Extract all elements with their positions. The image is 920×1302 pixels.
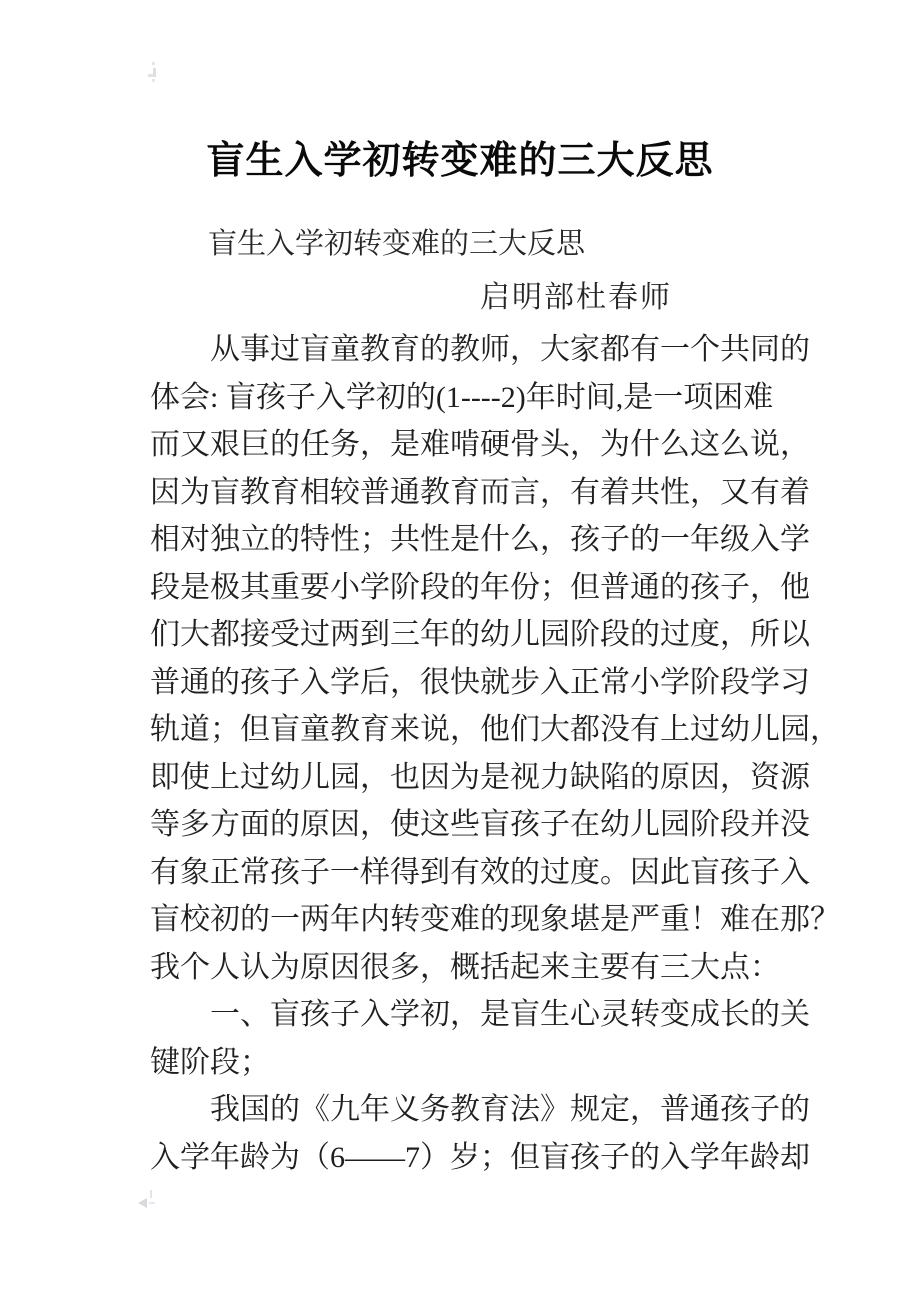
text-line: 入学年龄为（6——7）岁；但盲孩子的入学年龄却 (150, 1140, 810, 1174)
text-line: 我国的《九年义务教育法》规定，普通孩子的 (150, 1093, 810, 1126)
text-line: 键阶段； (150, 1045, 270, 1079)
smudge-bar (148, 74, 153, 77)
smudge-artifact-top (147, 62, 159, 82)
smudge-tick (150, 1190, 152, 1198)
text-line: 普通的孩子入学后，很快就步入正常小学阶段学习 (150, 665, 810, 699)
text-line: 等多方面的原因，使这些盲孩子在幼儿园阶段并没 (150, 808, 810, 841)
smudge-dot (152, 62, 155, 65)
document-subtitle: 盲生入学初转变难的三大反思 (150, 228, 586, 260)
text-line: 段是极其重要小学阶段的年份；但普通的孩子，他 (150, 570, 810, 604)
text-line: 我个人认为原因很多，概括起来主要有三大点： (150, 950, 780, 984)
document-title: 盲生入学初转变难的三大反思 (206, 140, 714, 183)
body-text-block (150, 326, 840, 1181)
text-line: 们大都接受过两到三年的幼儿园阶段的过度，所以 (150, 618, 810, 651)
smudge-tick (149, 1202, 155, 1204)
text-line: 从事过盲童教育的教师，大家都有一个共同的 (150, 333, 810, 366)
smudge-dot (152, 79, 155, 82)
text-line: 有象正常孩子一样得到有效的过度。因此盲孩子入 (150, 855, 810, 889)
smudge-bar (153, 68, 156, 77)
smudge-artifact-bottom (138, 1190, 160, 1212)
text-line: 即使上过幼儿园，也因为是视力缺陷的原因，资源 (150, 760, 810, 794)
smudge-triangle (138, 1198, 147, 1208)
text-line: 而又艰巨的任务，是难啃硬骨头，为什么这么说， (150, 428, 810, 461)
text-line: 盲校初的一两年内转变难的现象堪是严重！难在那？ (150, 903, 840, 936)
text-line: 一、盲孩子入学初，是盲生心灵转变成长的关 (150, 998, 810, 1031)
text-line: 体会: 盲孩子入学初的(1----2)年时间,是一项困难 (150, 380, 774, 414)
text-line: 因为盲教育相较普通教育而言，有着共性，又有着 (150, 475, 810, 509)
author-byline: 启明部杜春师 (480, 281, 672, 314)
text-line: 轨道；但盲童教育来说，他们大都没有上过幼儿园， (150, 713, 840, 746)
text-line: 相对独立的特性；共性是什么，孩子的一年级入学 (150, 523, 810, 556)
